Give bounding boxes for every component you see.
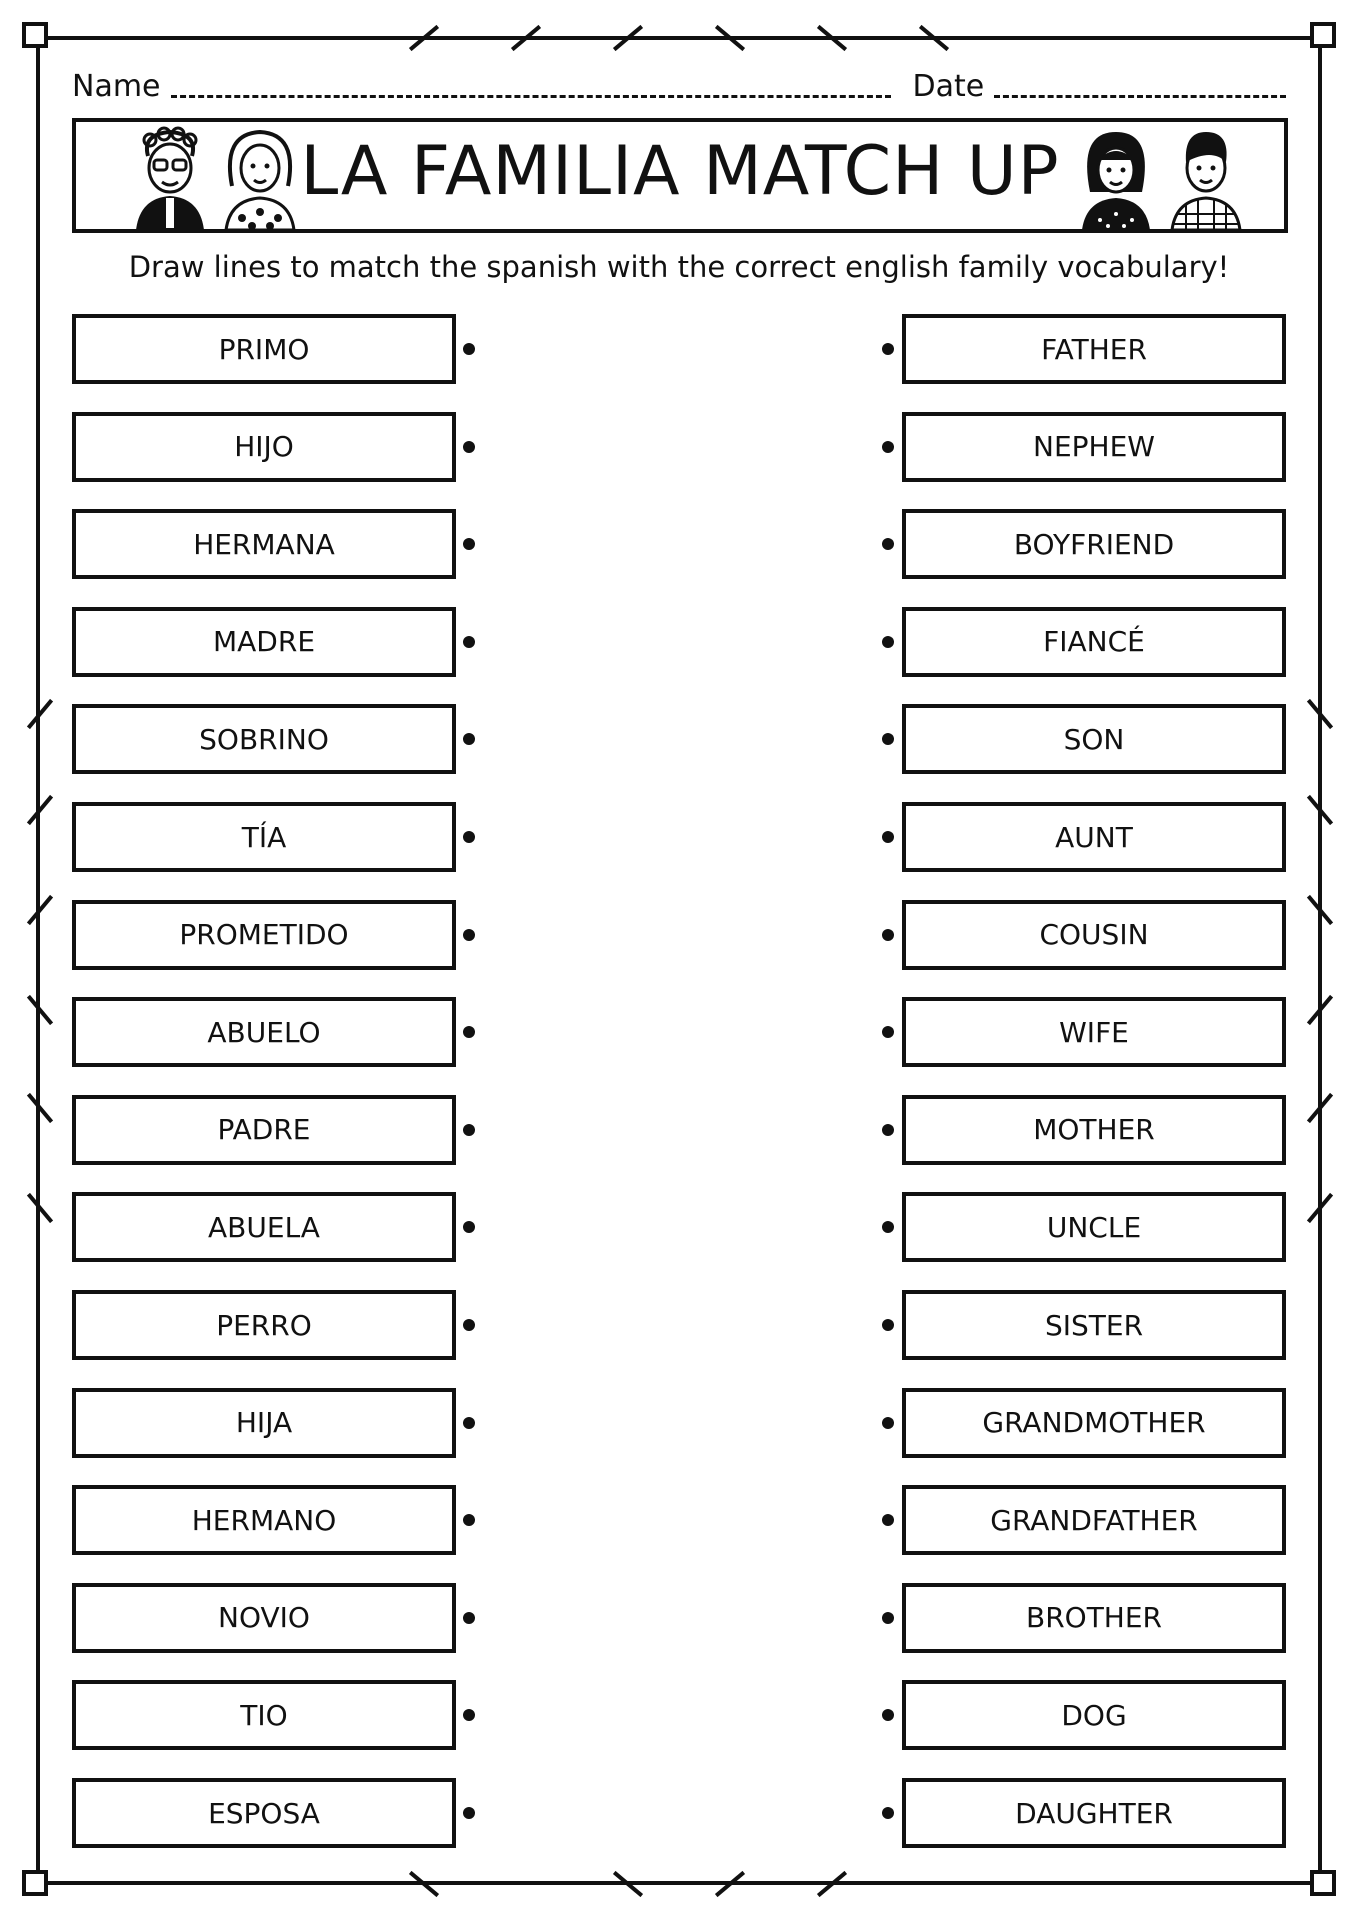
english-word-box[interactable]: SON <box>902 704 1286 774</box>
english-word-box[interactable]: GRANDFATHER <box>902 1485 1286 1555</box>
spanish-word-box[interactable]: TIO <box>72 1680 456 1750</box>
left-match-dot[interactable] <box>463 343 475 355</box>
name-label: Name <box>72 69 161 104</box>
english-word-box[interactable]: COUSIN <box>902 900 1286 970</box>
right-match-dot[interactable] <box>882 831 894 843</box>
right-match-dot[interactable] <box>882 1124 894 1136</box>
boy-icon <box>1166 126 1246 230</box>
left-match-dot[interactable] <box>463 1612 475 1624</box>
page-title: LA FAMILIA MATCH UP <box>300 132 1060 211</box>
girl-icon <box>1076 126 1156 230</box>
english-word-box[interactable]: GRANDMOTHER <box>902 1388 1286 1458</box>
left-match-dot[interactable] <box>463 831 475 843</box>
spanish-word-box[interactable]: HERMANA <box>72 509 456 579</box>
spanish-word-box[interactable]: SOBRINO <box>72 704 456 774</box>
right-match-dot[interactable] <box>882 929 894 941</box>
left-match-dot[interactable] <box>463 1417 475 1429</box>
corner-square <box>22 22 48 48</box>
name-field[interactable] <box>171 89 891 98</box>
spanish-word-box[interactable]: PRIMO <box>72 314 456 384</box>
right-match-dot[interactable] <box>882 343 894 355</box>
english-word-box[interactable]: BROTHER <box>902 1583 1286 1653</box>
spanish-word-box[interactable]: ABUELA <box>72 1192 456 1262</box>
left-match-dot[interactable] <box>463 636 475 648</box>
english-word-box[interactable]: BOYFRIEND <box>902 509 1286 579</box>
english-word-box[interactable]: SISTER <box>902 1290 1286 1360</box>
date-field[interactable] <box>994 89 1286 98</box>
english-word-box[interactable]: DAUGHTER <box>902 1778 1286 1848</box>
spanish-word-box[interactable]: ESPOSA <box>72 1778 456 1848</box>
english-word-box[interactable]: UNCLE <box>902 1192 1286 1262</box>
spanish-word-box[interactable]: PERRO <box>72 1290 456 1360</box>
spanish-word-box[interactable]: HIJO <box>72 412 456 482</box>
right-match-dot[interactable] <box>882 441 894 453</box>
english-word-box[interactable]: AUNT <box>902 802 1286 872</box>
english-word-box[interactable]: FIANCÉ <box>902 607 1286 677</box>
spanish-word-box[interactable]: ABUELO <box>72 997 456 1067</box>
english-word-box[interactable]: FATHER <box>902 314 1286 384</box>
left-match-dot[interactable] <box>463 1807 475 1819</box>
left-match-dot[interactable] <box>463 1124 475 1136</box>
right-match-dot[interactable] <box>882 1319 894 1331</box>
spanish-word-box[interactable]: HIJA <box>72 1388 456 1458</box>
right-match-dot[interactable] <box>882 1807 894 1819</box>
english-word-box[interactable]: WIFE <box>902 997 1286 1067</box>
corner-square <box>1310 1870 1336 1896</box>
name-date-row <box>72 64 1286 104</box>
spanish-word-box[interactable]: MADRE <box>72 607 456 677</box>
spanish-word-box[interactable]: PROMETIDO <box>72 900 456 970</box>
right-match-dot[interactable] <box>882 1417 894 1429</box>
left-match-dot[interactable] <box>463 929 475 941</box>
english-word-box[interactable]: MOTHER <box>902 1095 1286 1165</box>
left-match-dot[interactable] <box>463 1319 475 1331</box>
title-banner <box>72 118 1288 233</box>
date-label: Date <box>912 69 985 104</box>
corner-square <box>1310 22 1336 48</box>
right-match-dot[interactable] <box>882 636 894 648</box>
spanish-word-box[interactable]: NOVIO <box>72 1583 456 1653</box>
spanish-word-box[interactable]: TÍA <box>72 802 456 872</box>
left-match-dot[interactable] <box>463 441 475 453</box>
right-match-dot[interactable] <box>882 1612 894 1624</box>
spanish-word-box[interactable]: HERMANO <box>72 1485 456 1555</box>
corner-square <box>22 1870 48 1896</box>
instructions: Draw lines to match the spanish with the correct english family vocabulary! <box>128 250 1230 284</box>
spanish-word-box[interactable]: PADRE <box>72 1095 456 1165</box>
english-word-box[interactable]: DOG <box>902 1680 1286 1750</box>
english-word-box[interactable]: NEPHEW <box>902 412 1286 482</box>
